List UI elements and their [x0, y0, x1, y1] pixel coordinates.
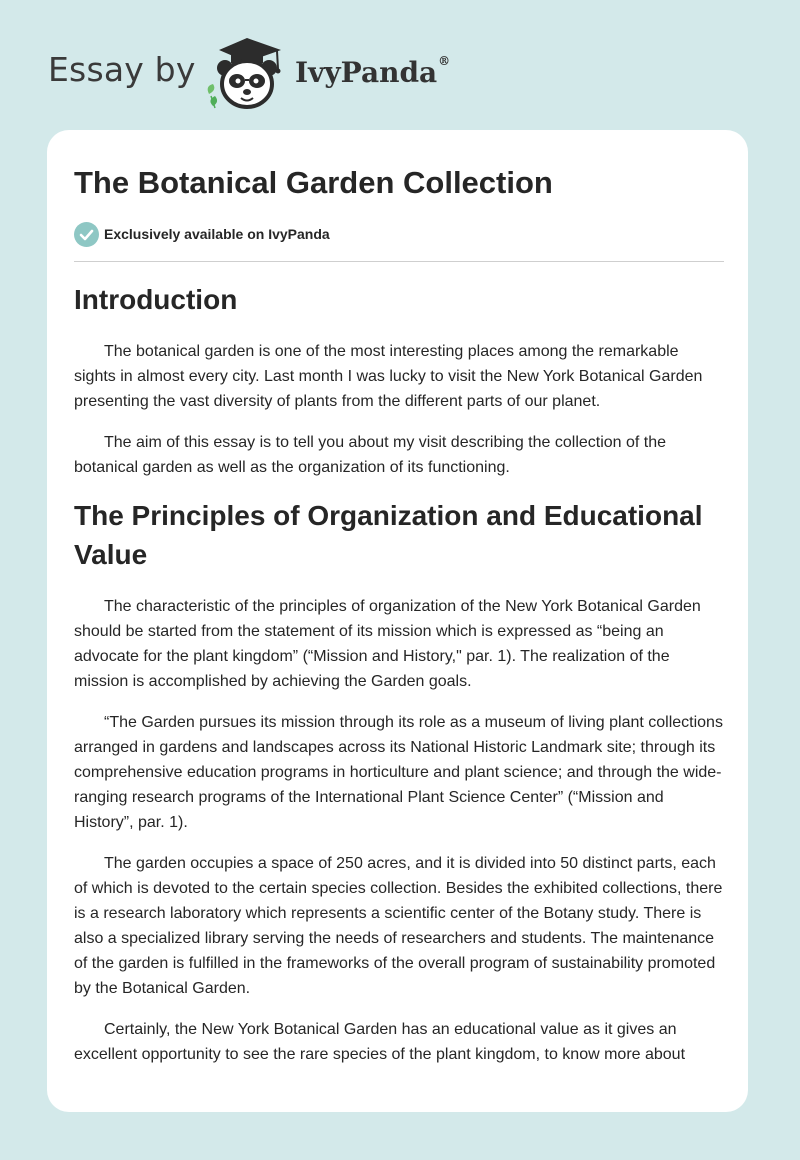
paragraph: Certainly, the New York Botanical Garden has an educational value as it gives an excellent opportunity to see the rare species of the plant kingdom, to know more about: [74, 1021, 686, 1063]
paragraph: The botanical garden is one of the most interesting places among the remarkable sights in almost every city. Last month I was lucky to visit the New York Botanical Garden presenting the vast diversity of plants from the different parts of our planet.: [74, 343, 703, 410]
divider: [74, 261, 724, 262]
paragraph: The aim of this essay is to tell you about my visit describing the collection of the botanical garden as well as the organization of its functioning.: [74, 434, 667, 476]
badge-text: Exclusively available on IvyPanda: [104, 226, 330, 242]
page-title: The Botanical Garden Collection: [74, 165, 553, 200]
paragraph: “The Garden pursues its mission through its role as a museum of living plant collections arranged in gardens and landscapes across its National Historic Landmark site; through its comprehensive education programs in horticulture and plant science; and through the wide-ranging research programs of the International Plant Science Center” (“Mission and History”, par. 1).: [74, 714, 723, 831]
section-heading-principles: The Principles of Organization and Educational Value: [74, 500, 703, 570]
section-heading-introduction: Introduction: [74, 284, 238, 315]
exclusive-badge: [74, 221, 330, 247]
site-header: [0, 0, 800, 130]
brand-name[interactable]: [295, 56, 450, 89]
brand-name-text: IvyPanda: [295, 56, 438, 89]
paragraph: The garden occupies a space of 250 acres, and it is divided into 50 distinct parts, each of which is devoted to the certain species collection. Besides the exhibited collections, there is a research laboratory which represents a scientific center of the Botany study. There is also a specialized library serving the needs of researchers and students. The maintenance of the garden is fulfilled in the frameworks of the overall program of sustainability promoted by the Botanical Garden.: [74, 855, 723, 997]
panda-logo-icon[interactable]: [203, 36, 291, 110]
registered-mark: ®: [438, 54, 451, 68]
essay-body: [74, 280, 724, 1083]
checkmark-icon: [74, 222, 99, 247]
paragraph: The characteristic of the principles of organization of the New York Botanical Garden should be started from the statement of its mission which is expressed as “being an advocate for the plant kingdom” (“Mission and History," par. 1). The realization of the mission is accomplished by achieving the Garden goals.: [74, 598, 701, 690]
essay-by-label: Essay by: [48, 50, 196, 89]
essay-card: [47, 130, 748, 1112]
